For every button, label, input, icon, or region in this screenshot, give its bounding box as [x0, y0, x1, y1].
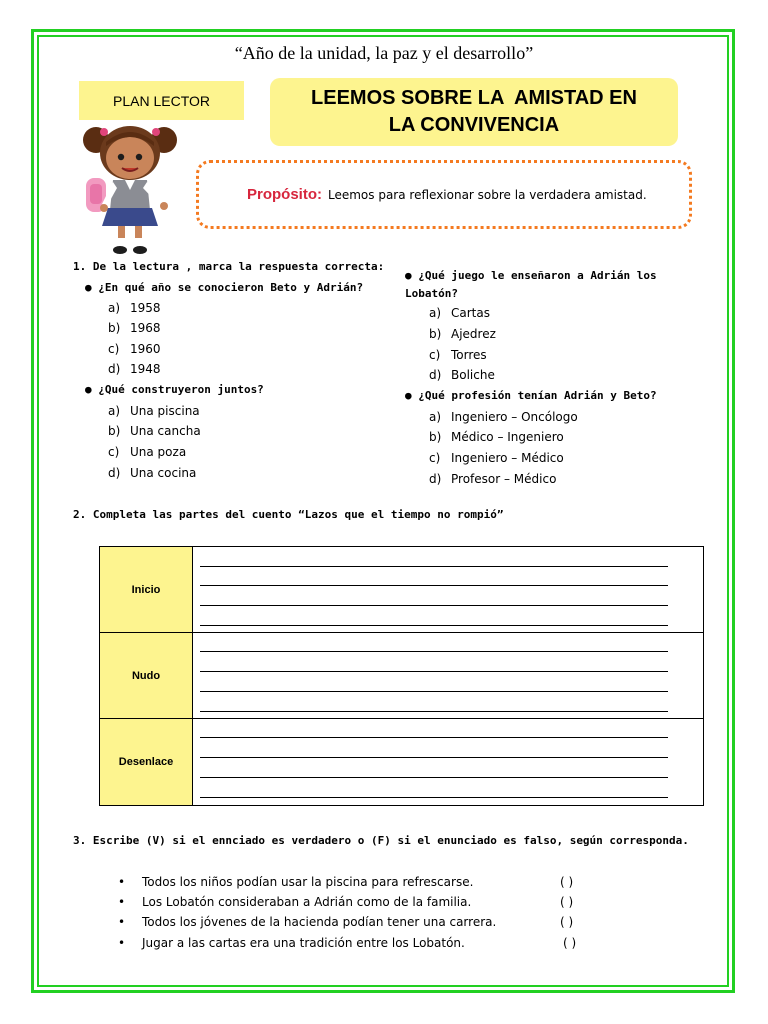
- story-label-nudo: Nudo: [100, 633, 193, 718]
- answer-line[interactable]: [200, 625, 668, 626]
- story-label-inicio: Inicio: [100, 547, 193, 632]
- statement-3: • Todos los jóvenes de la hacienda podían tener una carrera.: [118, 915, 497, 929]
- option-q3-b: b) Ajedrez: [429, 327, 496, 341]
- worksheet-title: [270, 78, 678, 146]
- story-row-inicio: [100, 547, 703, 633]
- statement-2: • Los Lobatón consideraban a Adrián como de la familia.: [118, 895, 472, 909]
- year-motto: “Año de la unidad, la paz y el desarrollo”: [234, 43, 534, 63]
- option-q2-c: c) Una poza: [108, 445, 187, 459]
- statement-4: • Jugar a las cartas era una tradición entre los Lobatón.: [118, 936, 465, 950]
- story-parts-table: [99, 546, 704, 806]
- answer-line[interactable]: [200, 605, 668, 606]
- option-q4-b: b) Médico – Ingeniero: [429, 430, 564, 444]
- option-q4-a: a) Ingeniero – Oncólogo: [429, 410, 578, 424]
- answer-line[interactable]: [200, 566, 668, 567]
- option-q3-d: d) Boliche: [429, 368, 495, 382]
- answer-line[interactable]: [200, 585, 668, 586]
- statement-1: • Todos los niños podían usar la piscina para refrescarse.: [118, 875, 474, 889]
- answer-line[interactable]: [200, 797, 668, 798]
- title-line-1: LEEMOS SOBRE LA AMISTAD EN: [311, 87, 637, 109]
- question-meeting-year: ● ¿En qué año se conocieron Beto y Adrián?: [85, 281, 364, 294]
- answer-line[interactable]: [200, 651, 668, 652]
- purpose-label: Propósito:: [247, 186, 322, 203]
- purpose-text: Leemos para reflexionar sobre la verdadera amistad.: [328, 187, 647, 202]
- section2-heading: 2. Completa las partes del cuento “Lazos que el tiempo no rompió”: [73, 508, 504, 521]
- section1-heading: 1. De la lectura , marca la respuesta correcta:: [73, 260, 385, 273]
- answer-line[interactable]: [200, 691, 668, 692]
- answer-line[interactable]: [200, 711, 668, 712]
- title-line-2: LA CONVIVENCIA: [388, 114, 560, 136]
- option-q2-d: d) Una cocina: [108, 466, 197, 480]
- section3-heading: 3. Escribe (V) si el ennciado es verdadero o (F) si el enunciado es falso, según corresponda.: [73, 834, 689, 847]
- option-q2-a: a) Una piscina: [108, 404, 200, 418]
- answer-blank-4[interactable]: ( ): [563, 936, 577, 950]
- question-profession: ● ¿Qué profesión tenían Adrián y Beto?: [405, 389, 657, 402]
- option-q2-b: b) Una cancha: [108, 424, 201, 438]
- answer-line[interactable]: [200, 777, 668, 778]
- question-game-taught-line2: Lobatón?: [405, 287, 458, 300]
- answer-blank-3[interactable]: ( ): [560, 915, 574, 929]
- option-q1-b: b) 1968: [108, 321, 161, 335]
- option-q1-c: c) 1960: [108, 342, 161, 356]
- answer-line[interactable]: [200, 757, 668, 758]
- answer-line[interactable]: [200, 737, 668, 738]
- option-q4-d: d) Profesor – Médico: [429, 472, 557, 486]
- option-q4-c: c) Ingeniero – Médico: [429, 451, 564, 465]
- plan-lector-label: [79, 81, 244, 120]
- question-built-together: ● ¿Qué construyeron juntos?: [85, 383, 264, 396]
- option-q3-c: c) Torres: [429, 348, 487, 362]
- answer-blank-1[interactable]: ( ): [560, 875, 574, 889]
- story-label-desenlace: Desenlace: [100, 719, 193, 805]
- option-q3-a: a) Cartas: [429, 306, 490, 320]
- purpose-box: [196, 160, 692, 229]
- option-q1-a: a) 1958: [108, 301, 161, 315]
- question-game-taught-line1: ● ¿Qué juego le enseñaron a Adrián los: [405, 269, 657, 282]
- student-girl-illustration: [80, 118, 180, 258]
- plan-lector-text: PLAN LECTOR: [113, 92, 210, 109]
- story-row-desenlace: [100, 719, 703, 805]
- answer-blank-2[interactable]: ( ): [560, 895, 574, 909]
- option-q1-d: d) 1948: [108, 362, 161, 376]
- answer-line[interactable]: [200, 671, 668, 672]
- story-row-nudo: [100, 633, 703, 719]
